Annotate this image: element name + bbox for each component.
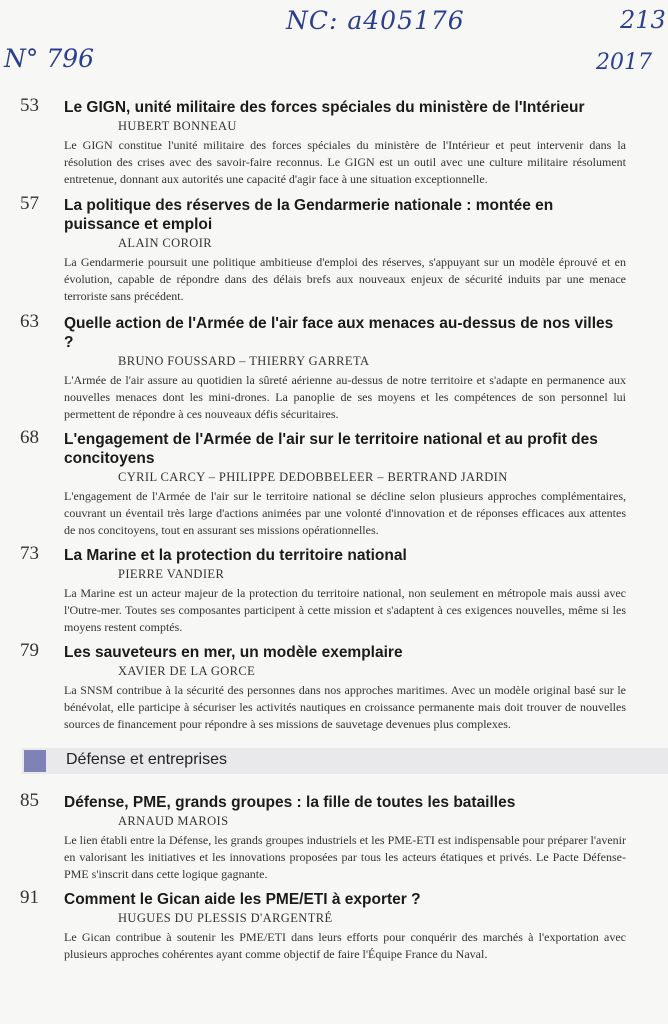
toc-entry <box>20 790 626 883</box>
entry-summary: La Marine est un acteur majeur de la protection du territoire national, non seulement en métropole mais aussi avec l'Outre-mer. Toutes ses composantes participent à cette mission et s'adaptent à ces exigences nouvelles, même si les moyens restent comptés. <box>64 586 626 634</box>
entry-title: Le GIGN, unité militaire des forces spéciales du ministère de l'Intérieur <box>64 99 585 116</box>
section-header <box>22 748 668 774</box>
entry-author: ALAIN COROIR <box>118 236 213 250</box>
section-title: Défense et entreprises <box>66 751 227 768</box>
toc-entry <box>20 640 626 733</box>
entry-page-number: 63 <box>20 311 39 332</box>
entry-summary: L'Armée de l'air assure au quotidien la sûreté aérienne au-dessus de notre territoire et s'adapte en permanence aux nouvelles menaces dont les mini-drones. La panoplie de ses moyens et les compétences de son personnel lui permettent de répondre à ces nouveaux défis sécuritaires. <box>64 373 626 421</box>
entry-title: L'engagement de l'Armée de l'air sur le territoire national et au profit des concitoyens <box>64 431 598 467</box>
toc-entry <box>20 193 626 305</box>
handwritten-page-number: 213 <box>620 6 666 34</box>
entry-page-number: 73 <box>20 543 39 564</box>
entry-author: XAVIER DE LA GORCE <box>118 664 256 678</box>
entry-summary: Le GIGN constitue l'unité militaire des forces spéciales du ministère de l'Intérieur et peut intervenir dans la résolution des crises avec des savoir-faire reconnus. Le GIGN est un outil avec une culture militaire résolument entretenue, donnant aux autorités une capacité d'agir face à une situation exceptionnelle. <box>64 138 626 186</box>
entry-page-number: 68 <box>20 427 39 448</box>
toc-entry <box>20 95 626 188</box>
entry-author: HUBERT BONNEAU <box>118 119 237 133</box>
entry-page-number: 85 <box>20 790 39 811</box>
toc-entry <box>20 887 626 963</box>
toc-entry <box>20 543 626 636</box>
entry-page-number: 53 <box>20 95 39 116</box>
entry-author: PIERRE VANDIER <box>118 567 225 581</box>
entry-title: Les sauveteurs en mer, un modèle exemplaire <box>64 644 403 661</box>
entry-page-number: 91 <box>20 887 39 908</box>
entry-summary: L'engagement de l'Armée de l'air sur le territoire national se décline selon plusieurs approches complémentaires, couvrant un éventail très large d'actions animées par une volonté d'innovation et de réponses efficaces aux attentes de nos concitoyens, tout en assurant ses missions opérationnelles. <box>64 489 626 537</box>
entry-author: HUGUES DU PLESSIS D'ARGENTRÉ <box>118 911 333 925</box>
entry-summary: Le lien établi entre la Défense, les grands groupes industriels et les PME-ETI est indispensable pour préparer l'avenir en valorisant les initiatives et les innovations proposées par tous les acteurs étatiques et privés. Le Pacte Défense-PME s'inscrit dans cette logique gagnante. <box>64 833 626 881</box>
entry-author: ARNAUD MAROIS <box>118 814 229 828</box>
toc-entry <box>20 311 626 423</box>
entry-title: Défense, PME, grands groupes : la fille de toutes les batailles <box>64 794 516 811</box>
entry-summary: La Gendarmerie poursuit une politique ambitieuse d'emploi des réserves, s'appuyant sur un modèle éprouvé et en évolution, capable de répondre dans des délais brefs aux nouveaux enjeux de sécurité induits par une menace terroriste sans précédent. <box>64 255 626 303</box>
entry-title: Quelle action de l'Armée de l'air face aux menaces au-dessus de nos villes ? <box>64 315 614 351</box>
entry-page-number: 57 <box>20 193 39 214</box>
section-marker-square <box>24 750 46 772</box>
handwritten-collection-number: NC: a405176 <box>286 6 465 35</box>
entry-author: BRUNO FOUSSARD – THIERRY GARRETA <box>118 354 370 368</box>
entry-page-number: 79 <box>20 640 39 661</box>
entry-summary: La SNSM contribue à la sécurité des personnes dans nos approches maritimes. Avec un modèle original basé sur le bénévolat, elle participe à sécuriser les activités nautiques en croissance permanente mais doit trouver de nouvelles sources de financement pour répondre à ses missions de sauvetage devenues plus complexes. <box>64 683 626 731</box>
entry-author: CYRIL CARCY – PHILIPPE DEDOBBELEER – BERTRAND JARDIN <box>118 470 508 484</box>
entry-title: La politique des réserves de la Gendarmerie nationale : montée en puissance et emploi <box>64 197 554 233</box>
entry-summary: Le Gican contribue à soutenir les PME/ETI dans leurs efforts pour conquérir des marchés à l'exportation avec plusieurs approches cohérentes ayant comme objectif de faire l'Équipe France du Naval. <box>64 930 626 961</box>
entry-title: La Marine et la protection du territoire national <box>64 547 407 564</box>
toc-entry <box>20 427 626 539</box>
handwritten-year: 2017 <box>596 50 652 75</box>
entry-title: Comment le Gican aide les PME/ETI à exporter ? <box>64 891 421 908</box>
handwritten-item-number: N° 796 <box>4 44 95 73</box>
